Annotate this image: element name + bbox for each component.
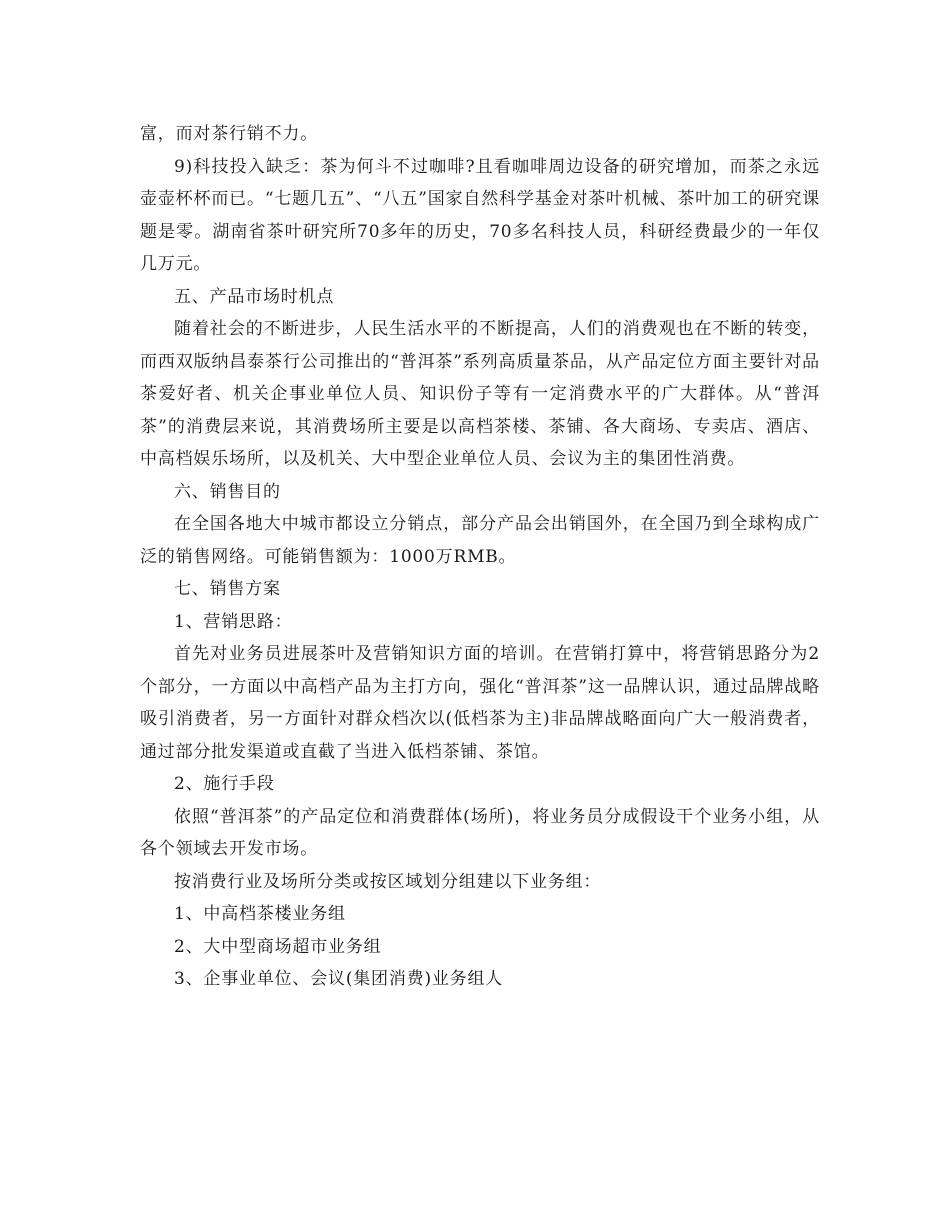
- paragraph-marketing-idea: 首先对业务员进展茶叶及营销知识方面的培训。在营销打算中，将营销思路分为2个部分，一方面以中高档产品为主打方向，强化“普洱茶”这一品牌认识，通过品牌战略吸引消费者，另一方面针对群众档次以(低档茶为主)非品牌战略面向广大一般消费者，通过部分批发渠道或直截了当进入低档茶铺、茶馆。: [140, 644, 820, 762]
- section-heading-market-timing: 五、产品市场时机点: [174, 286, 335, 307]
- list-item: 1、中高档茶楼业务组: [174, 904, 346, 924]
- subheading-implementation: 2、施行手段: [174, 774, 275, 794]
- paragraph-market-timing: 随着社会的不断进步，人民生活水平的不断提高，人们的消费观也在不断的转变，而西双版纳昌泰茶行公司推出的“普洱茶”系列高质量茶品，从产品定位方面主要针对品茶爱好者、机关企事业单位人员、知识份子等有一定消费水平的广大群体。从“普洱茶”的消费层来说，其消费场所主要是以高档茶楼、茶铺、各大商场、专卖店、酒店、中高档娱乐场所，以及机关、大中型企业单位人员、会议为主的集团性消费。: [140, 319, 820, 469]
- paragraph-continuation: 富，而对茶行销不力。: [140, 124, 318, 144]
- list-item: 2、大中型商场超市业务组: [174, 936, 382, 957]
- paragraph-group-intro: 按消费行业及场所分类或按区域划分组建以下业务组：: [174, 871, 602, 892]
- paragraph-tech-investment: 9)科技投入缺乏：茶为何斗不过咖啡?且看咖啡周边设备的研究增加，而茶之永远壶壶杯杯而已。“七题几五”、“八五”国家自然科学基金对茶叶机械、茶叶加工的研究课题是零。湖南省茶叶研究所70多年的历史，70多名科技人员，科研经费最少的一年仅几万元。: [140, 156, 820, 274]
- document-body: [140, 118, 820, 996]
- subheading-marketing-idea: 1、营销思路：: [174, 611, 293, 632]
- section-heading-sales-plan: 七、销售方案: [174, 579, 281, 599]
- section-heading-sales-goal: 六、销售目的: [174, 481, 281, 502]
- list-item: 3、企事业单位、会议(集团消费)业务组人: [174, 969, 504, 989]
- paragraph-sales-goal: 在全国各地大中城市都设立分销点，部分产品会出销国外，在全国乃到全球构成广泛的销售网络。可能销售额为：1000万RMB。: [140, 514, 820, 567]
- paragraph-implementation: 依照“普洱茶”的产品定位和消费群体(场所)，将业务员分成假设干个业务小组，从各个领域去开发市场。: [140, 806, 820, 859]
